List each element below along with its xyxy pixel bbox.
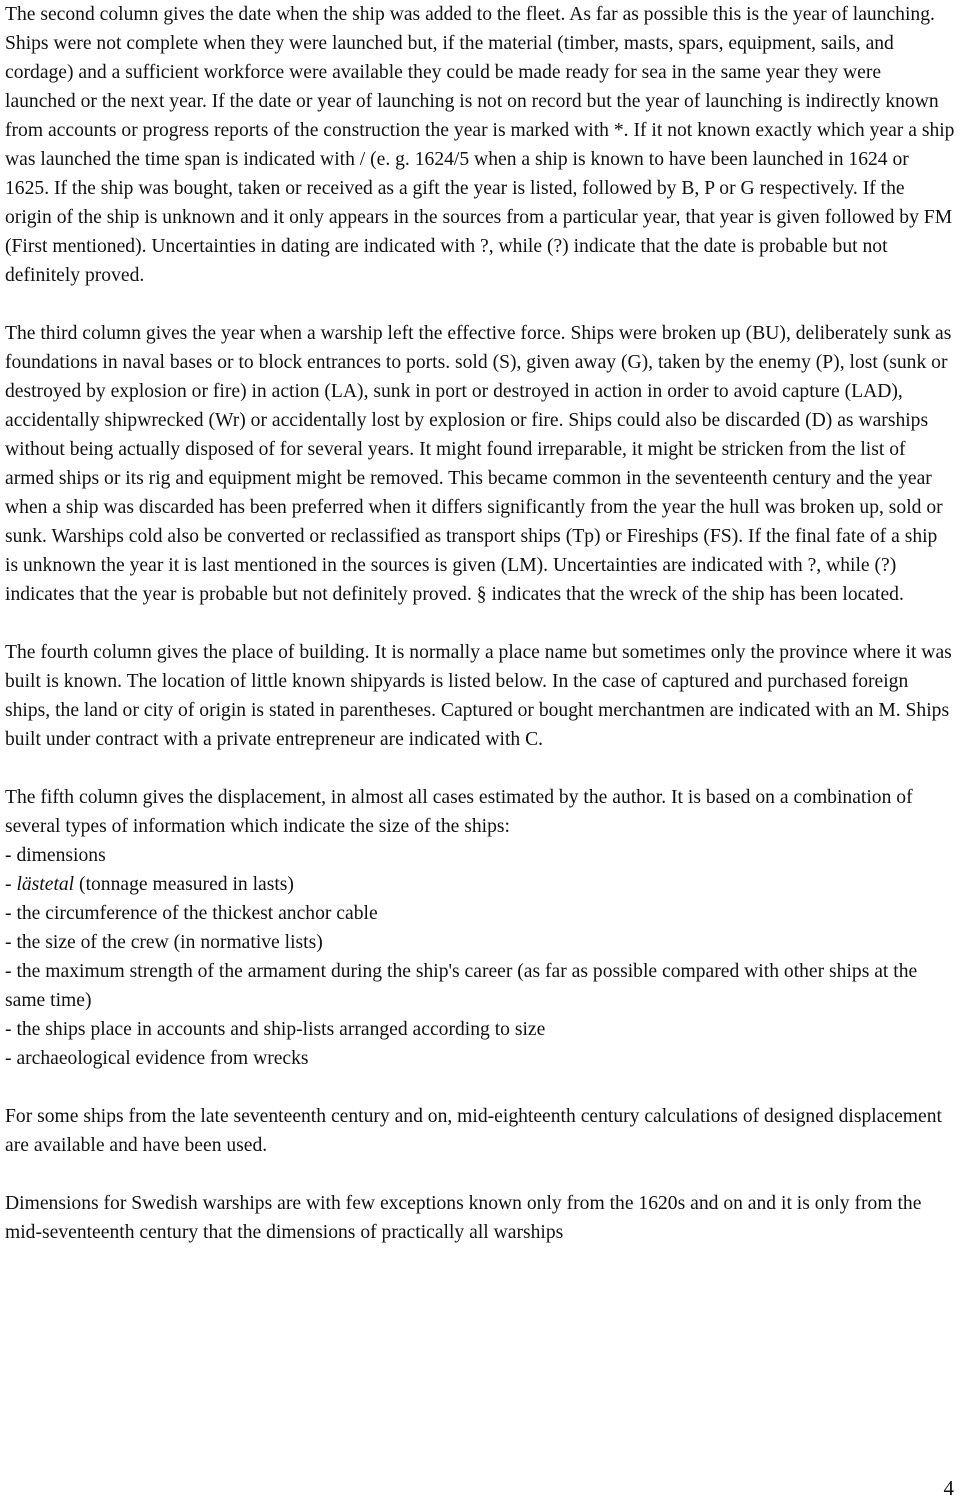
list-item (5, 928, 955, 957)
list-item-text: the size of the crew (in normative lists) (16, 932, 323, 953)
list-item-text: archaeological evidence from wrecks (16, 1048, 309, 1069)
list-item-italic-term: lästetal (16, 874, 75, 895)
list-bullet: - (5, 1019, 17, 1040)
paragraph-third-column: The third column gives the year when a warship left the effective force. Ships were broken up (BU), deliberately sunk as foundations in naval bases or to block entrances to ports. sold (S), given away (G), taken by the enemy (P), lost (sunk or destroyed by explosion or fire) in action (LA), sunk in port or destroyed in action in order to avoid capture (LAD), accidentally shipwrecked (Wr) or accidentally lost by explosion or fire. Ships could also be discarded (D) as warships without being actually disposed of for several years. It might found irreparable, it might be stricken from the list of armed ships or its rig and equipment might be removed. This became common in the seventeenth century and the year when a ship was discarded has been preferred when it differs significantly from the year the hull was broken up, sold or sunk. Warships cold also be converted or reclassified as transport ships (Tp) or Fireships (FS). If the final fate of a ship is unknown the year it is last mentioned in the sources is given (LM). Uncertainties are indicated with ?, while (?) indicates that the year is probable but not definitely proved. § indicates that the wreck of the ship has been located. (5, 323, 952, 605)
list-item (5, 1015, 955, 1044)
list-item-text: dimensions (16, 845, 106, 866)
list-bullet: - (5, 874, 17, 895)
fifth-column-section (5, 783, 955, 1073)
list-bullet: - (5, 903, 17, 924)
paragraph-fifth-column: The fifth column gives the displacement, in almost all cases estimated by the author. It is based on a combination of several types of information which indicate the size of the ships: (5, 787, 913, 837)
list-item-text: the circumference of the thickest anchor cable (16, 903, 378, 924)
list-item (5, 957, 955, 1015)
paragraph-second-column: The second column gives the date when the ship was added to the fleet. As far as possible this is the year of launching. Ships were not complete when they were launched but, if the material (timber, masts, spars, equipment, sails, and cordage) and a sufficient workforce were available they could be made ready for sea in the same year they were launched or the next year. If the date or year of launching is not on record but the year of launching is indirectly known from accounts or progress reports of the construction the year is marked with *. If it not known exactly which year a ship was launched the time span is indicated with / (e. g. 1624/5 when a ship is known to have been launched in 1624 or 1625. If the ship was bought, taken or received as a gift the year is listed, followed by B, P or G respectively. If the origin of the ship is unknown and it only appears in the sources from a particular year, that year is given followed by FM (First mentioned). Uncertainties in dating are indicated with ?, while (?) indicate that the date is probable but not definitely proved. (5, 4, 955, 286)
paragraph-fourth-column: The fourth column gives the place of building. It is normally a place name but sometimes only the province where it was built is known. The location of little known shipyards is listed below. In the case of captured and purchased foreign ships, the land or city of origin is stated in parentheses. Captured or bought merchantmen are indicated with an M. Ships built under contract with a private entrepreneur are indicated with C. (5, 642, 952, 750)
list-item (5, 1044, 955, 1073)
document-page (5, 0, 955, 1276)
list-bullet: - (5, 932, 17, 953)
list-item (5, 870, 955, 899)
list-bullet: - (5, 961, 17, 982)
list-bullet: - (5, 845, 17, 866)
paragraph-dimensions: Dimensions for Swedish warships are with few exceptions known only from the 1620s and on and it is only from the mid-seventeenth century that the dimensions of practically all warships (5, 1193, 922, 1243)
list-item-text: the maximum strength of the armament during the ship's career (as far as possible compared with other ships at the same time) (5, 961, 918, 1011)
list-item (5, 899, 955, 928)
page-number: 4 (943, 1476, 954, 1500)
list-item-text: the ships place in accounts and ship-lists arranged according to size (16, 1019, 546, 1040)
list-item-text: (tonnage measured in lasts) (74, 874, 294, 895)
paragraph-displacement-calculations: For some ships from the late seventeenth century and on, mid-eighteenth century calculations of designed displacement are available and have been used. (5, 1106, 942, 1156)
list-bullet: - (5, 1048, 17, 1069)
list-item (5, 841, 955, 870)
